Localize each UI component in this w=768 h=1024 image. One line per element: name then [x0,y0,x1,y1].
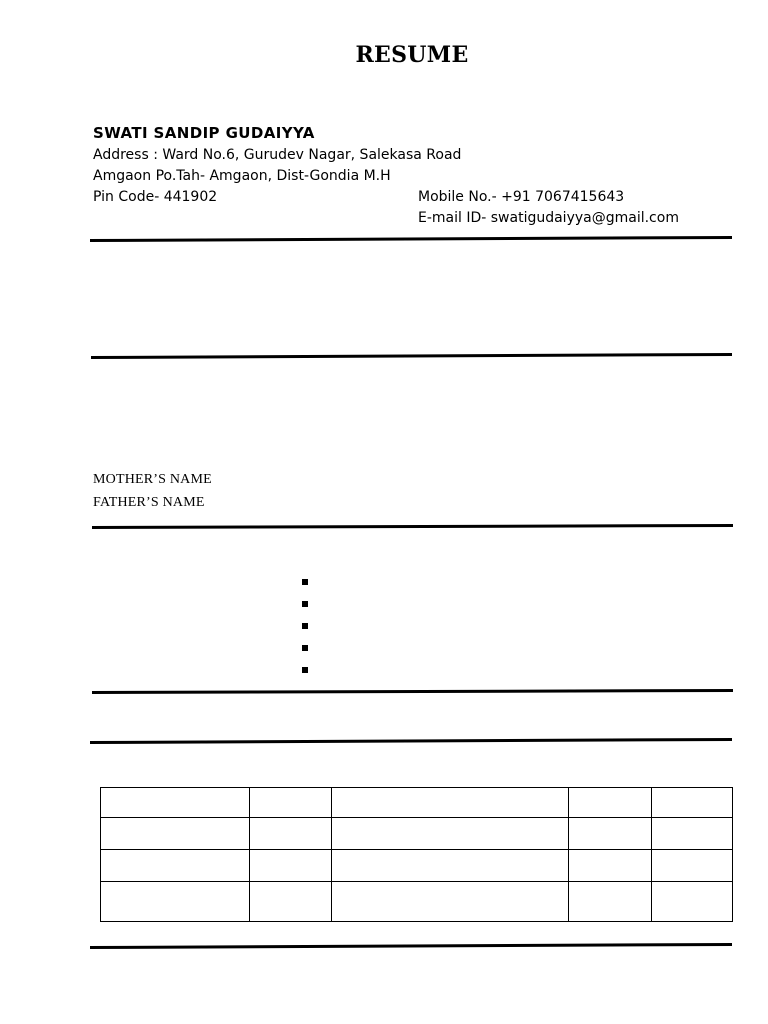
bullet-point-1 [302,579,308,585]
table-cell [652,882,733,922]
table-cell [250,882,332,922]
mobile-number: Mobile No.- +91 7067415643 [418,189,625,205]
table-cell [569,818,652,850]
table-cell [250,788,332,818]
table-cell [332,818,569,850]
education-table [100,787,733,922]
bullet-point-5 [302,667,308,673]
table-cell [652,850,733,882]
table-cell [569,788,652,818]
table-cell [332,882,569,922]
section-divider-4 [92,689,733,694]
table-cell [652,818,733,850]
section-divider-2 [91,353,732,359]
table-cell [101,850,250,882]
section-divider-1 [90,236,732,242]
bullet-point-2 [302,601,308,607]
section-divider-6 [90,943,732,949]
table-cell [101,788,250,818]
table-cell [652,788,733,818]
table-row [101,788,733,818]
table-cell [101,818,250,850]
address-line-2: Amgaon Po.Tah- Amgaon, Dist-Gondia M.H [93,168,391,184]
bullet-point-4 [302,645,308,651]
table-cell [569,882,652,922]
table-row [101,882,733,922]
table-cell [250,850,332,882]
table-cell [332,788,569,818]
father-name-label: FATHER’S NAME [93,495,205,510]
table-cell [569,850,652,882]
table-cell [332,850,569,882]
table-row [101,818,733,850]
section-divider-5 [90,738,732,744]
table-row [101,850,733,882]
mother-name-label: MOTHER’S NAME [93,472,212,487]
resume-title: RESUME [355,42,469,68]
candidate-name: SWATI SANDIP GUDAIYYA [93,124,315,142]
address-line-1: Address : Ward No.6, Gurudev Nagar, Salekasa Road [93,147,462,163]
bullet-point-3 [302,623,308,629]
email-address: E-mail ID- swatigudaiyya@gmail.com [418,210,679,226]
table-cell [101,882,250,922]
pin-code: Pin Code- 441902 [93,189,218,205]
section-divider-3 [92,524,733,529]
table-cell [250,818,332,850]
